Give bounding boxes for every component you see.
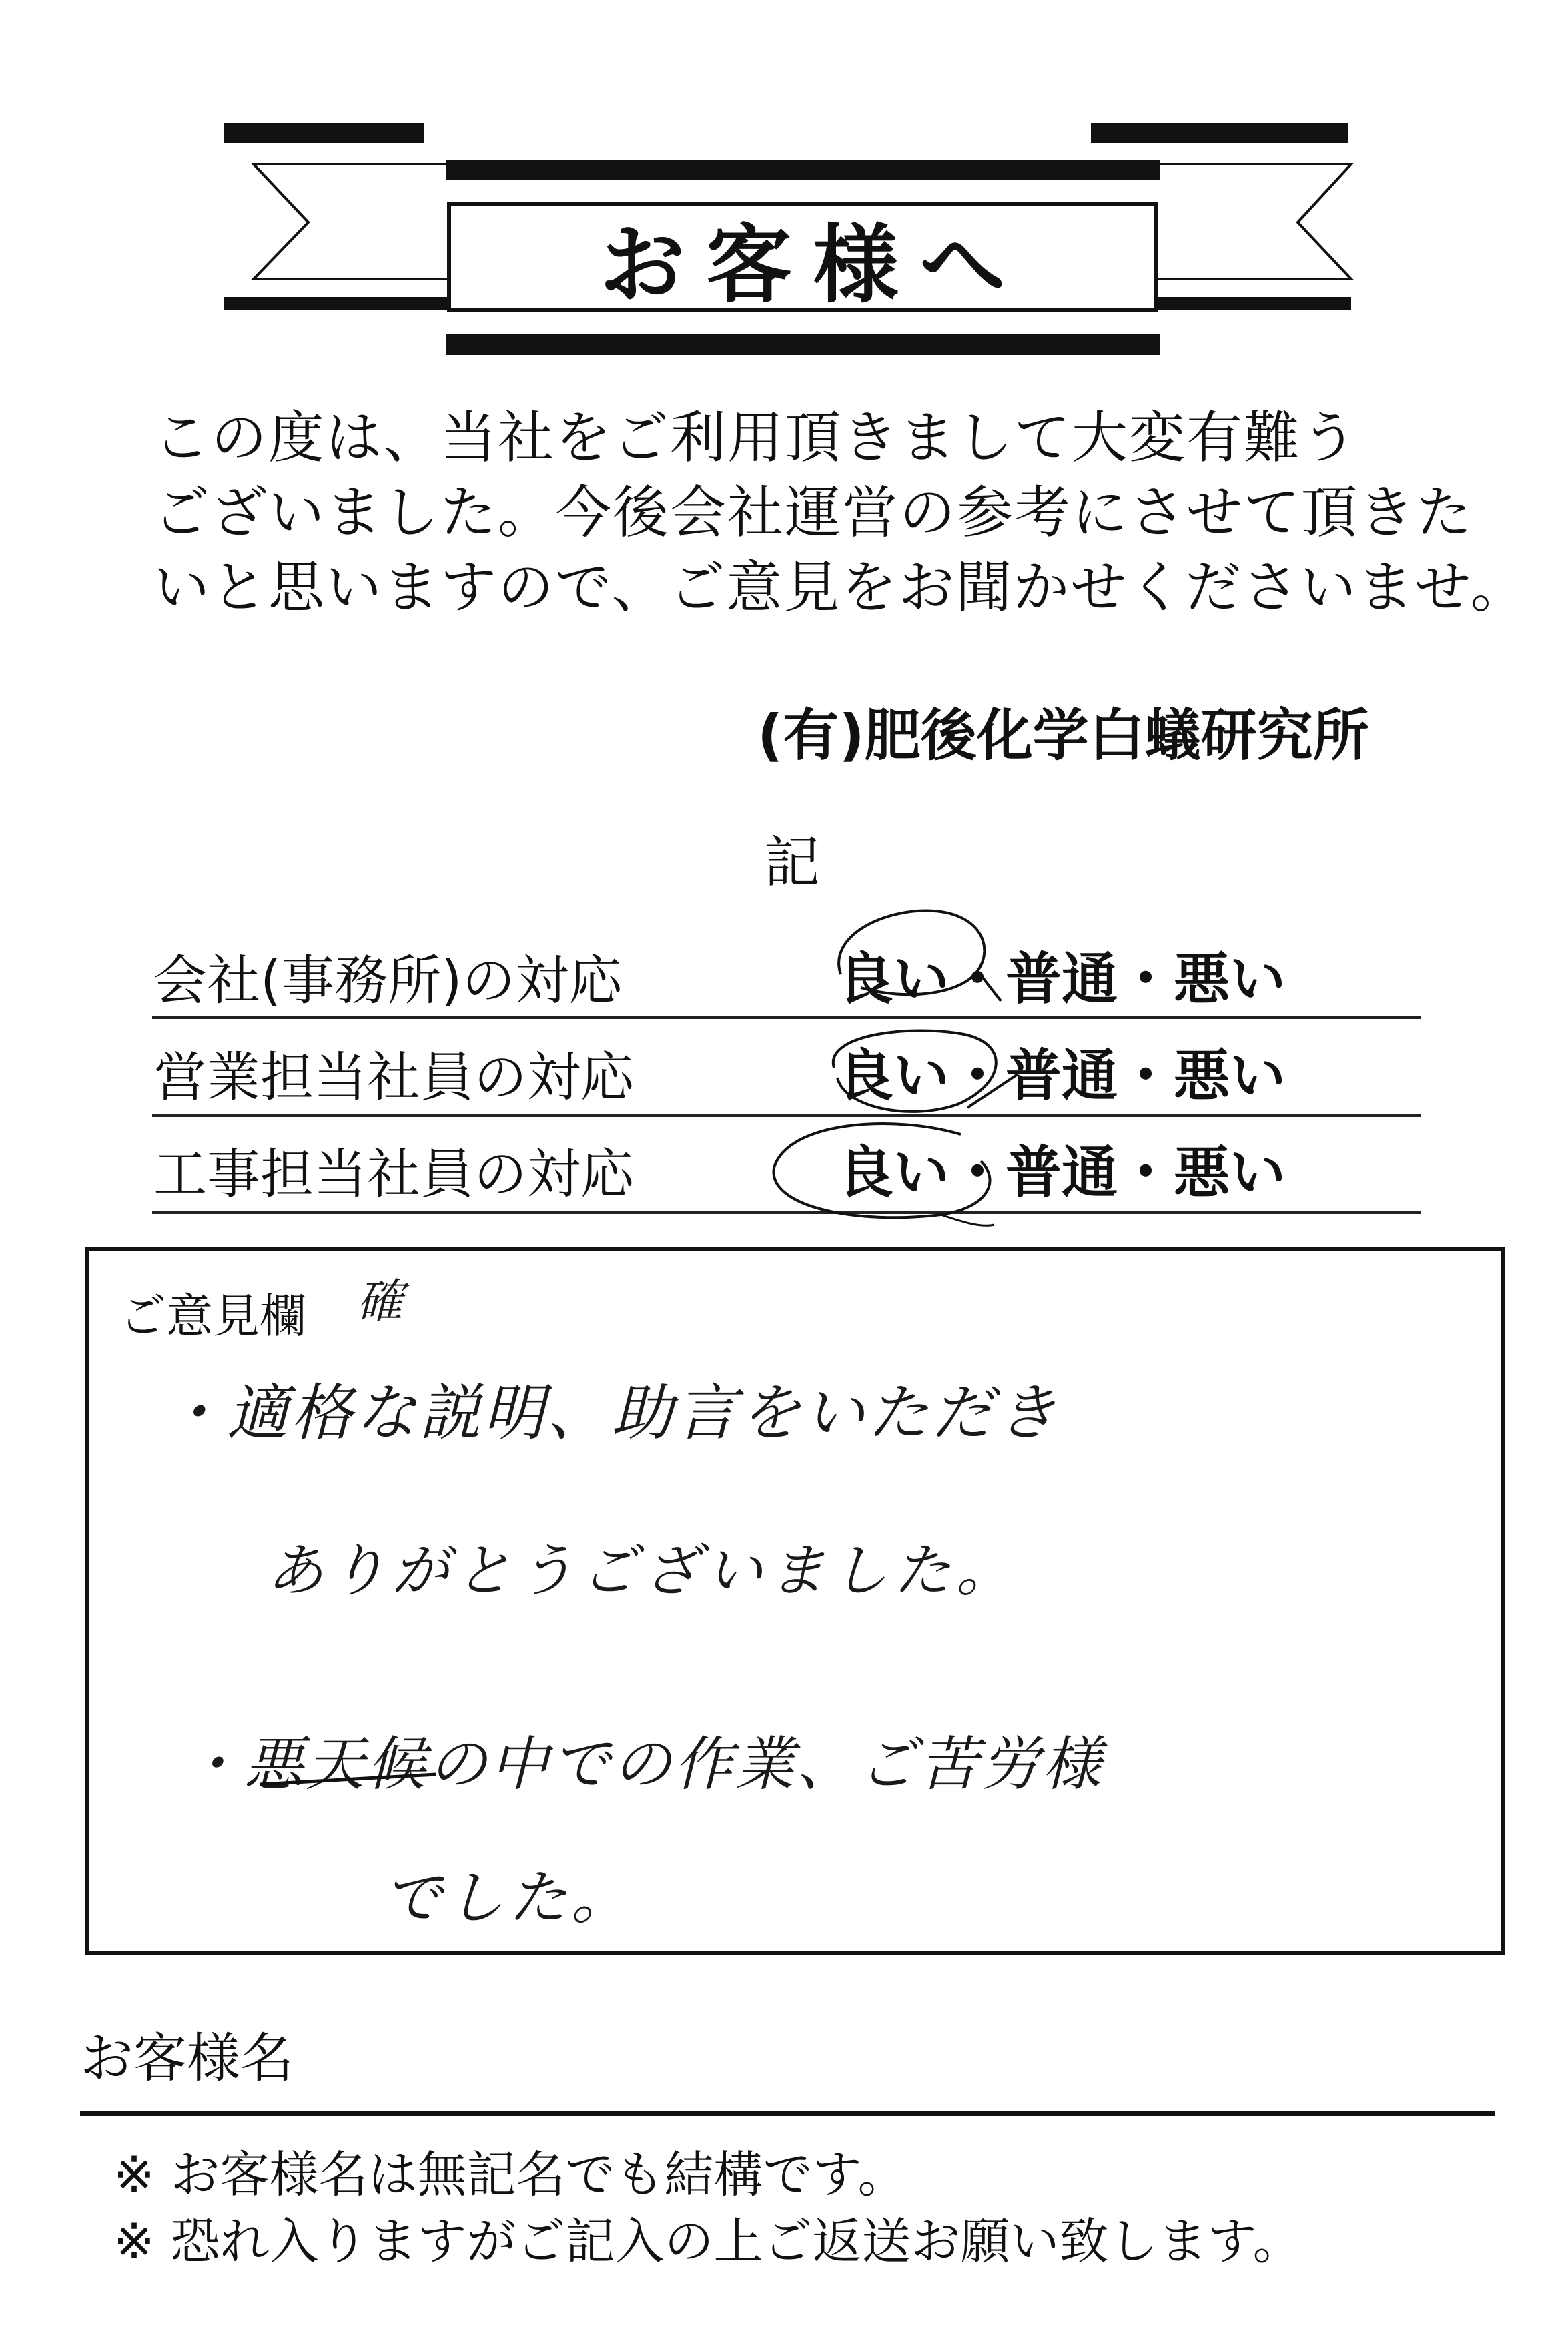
banner-bar-bottom-center (446, 334, 1160, 355)
title-frame (447, 202, 1158, 315)
opinion-label: ご意見欄 (119, 1289, 306, 1343)
intro-line-1: この度は、当社をご利用頂きまして大変有難う (153, 405, 1359, 470)
rating-choices-office: 良い・普通・悪い (837, 946, 1286, 1012)
rating-divider-1 (152, 1016, 1421, 1019)
banner-ribbon-right (1154, 159, 1358, 286)
handwriting-correction: 確 (356, 1274, 403, 1329)
handwriting-line-3: ・悪天候の中での作業、ご苦労様 (183, 1730, 1104, 1798)
banner-bar-bottom-right (1158, 297, 1351, 310)
banner-bar-bottom-left (224, 297, 447, 310)
handwriting-line-1: ・適格な説明、助言をいただき (163, 1377, 1060, 1449)
page-title: お客様へ (599, 214, 1027, 315)
rating-label-construction: 工事担当社員の対応 (153, 1143, 634, 1205)
banner-bar-top-left (224, 123, 424, 143)
selection-circle-office (814, 894, 1014, 1014)
company-name: (有)肥後化学白蟻研究所 (757, 703, 1369, 768)
handwriting-line-2: ありがとうございました。 (266, 1538, 1019, 1604)
intro-line-3: いと思いますので、ご意見をお聞かせくださいませ。 (153, 555, 1528, 620)
ki-heading: 記 (764, 829, 821, 895)
rating-choices-construction: 良い・普通・悪い (837, 1140, 1286, 1205)
customer-name-line[interactable] (80, 2111, 1495, 2116)
opinion-box[interactable] (85, 1247, 1505, 1955)
selection-circle-construction (761, 1108, 1014, 1241)
handwriting-line-4: でした。 (383, 1863, 635, 1932)
banner-bar-top-right (1091, 123, 1348, 143)
rating-label-sales: 営業担当社員の対応 (153, 1046, 634, 1108)
rating-choices-sales: 良い・普通・悪い (837, 1043, 1286, 1108)
banner-ribbon-left (247, 159, 450, 286)
intro-line-2: ございました。今後会社運営の参考にさせて頂きた (153, 480, 1474, 545)
rating-label-office: 会社(事務所)の対応 (153, 950, 623, 1012)
note-1: ※ お客様名は無記名でも結構です。 (113, 2146, 907, 2204)
customer-name-label: お客様名 (80, 2027, 294, 2089)
strike-through-mark (256, 1738, 443, 1811)
intro-paragraph (153, 400, 1528, 625)
banner-bar-top-center (446, 160, 1160, 180)
note-2: ※ 恐れ入りますがご記入の上ご返送お願い致します。 (113, 2213, 1302, 2270)
